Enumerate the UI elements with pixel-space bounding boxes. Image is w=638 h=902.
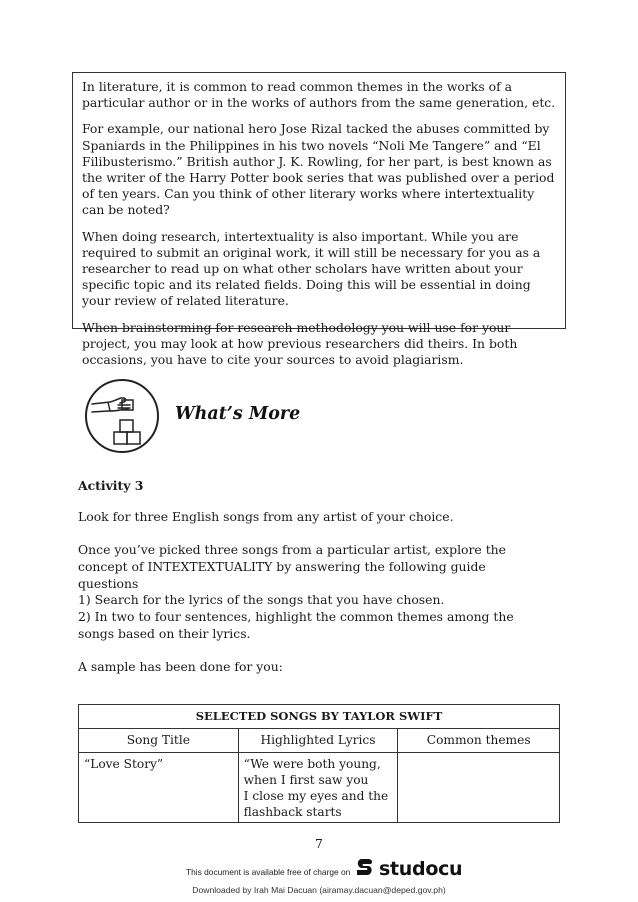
header-common-themes: Common themes (398, 729, 560, 753)
lyric-line: when I first saw you (243, 773, 369, 787)
header-highlighted-lyrics: Highlighted Lyrics (238, 729, 398, 753)
footer-free-text: This document is available free of charge on (186, 867, 351, 877)
studocu-brand-name: studocu (379, 858, 463, 880)
lyric-line: I close my eyes and the (243, 789, 389, 803)
instruction-1: Look for three English songs from any artist of your choice. (78, 509, 454, 524)
songs-table (78, 704, 560, 823)
info-paragraph-4: When brainstorming for research methodology you will use for your project, you may look at how previous researchers did theirs. In both occasions, you have to cite your sources to avoid plagiarism. (82, 319, 518, 368)
lyrics-cell (238, 753, 398, 823)
sample-note: A sample has been done for you: (78, 659, 283, 674)
info-paragraph-3: When doing research, intertextuality is also important. While you are required to submit an original work, it will still be necessary for you as a researcher to read up on what other scholars have written about your specific topic and its related fields. Doing this will be essential in doing your review of related literature. (82, 228, 541, 309)
step-2: 2) In two to four sentences, highlight the common themes among the songs based on their lyrics. (78, 609, 514, 641)
header-song-title: Song Title (79, 729, 239, 753)
themes-cell (398, 753, 560, 823)
studocu-brand[interactable] (354, 857, 462, 881)
activity-heading: Activity 3 (78, 478, 144, 493)
instruction-2: Once you’ve picked three songs from a particular artist, explore the concept of INTEXTEXTUALITY by answering the following guide questions (78, 542, 506, 591)
info-box (72, 72, 566, 368)
page-number: 7 (315, 836, 323, 851)
lyric-line: “We were both young, (243, 757, 381, 771)
info-paragraph-2: For example, our national hero Jose Rizal tacked the abuses committed by Spaniards in the Philippines in his two novels “Noli Me Tangere” and “El Filibusterismo.” British author J. K. Rowling, for her part, is best known as the writer of the Harry Potter book series that was published over a period of ten years. Can you think of other literary works where intertextuality can be noted? (82, 121, 555, 218)
step-1: 1) Search for the lyrics of the songs that you have chosen. (78, 592, 445, 607)
hand-stacking-blocks-icon (84, 378, 160, 454)
info-paragraph-1: In literature, it is common to read common themes in the works of a particular author or in the works of authors from the same generation, etc. (82, 79, 556, 111)
section-title: What’s More (175, 404, 301, 424)
lyric-line: flashback starts (243, 805, 342, 819)
guide-steps (78, 591, 548, 642)
footer-download-text: Downloaded by Irah Mai Dacuan (airamay.dacuan@deped.gov.ph) (192, 885, 446, 895)
studocu-logo-icon (354, 856, 376, 882)
song-title-cell: “Love Story” (79, 753, 239, 823)
table-caption: SELECTED SONGS BY TAYLOR SWIFT (79, 705, 560, 729)
table-row (79, 753, 560, 823)
